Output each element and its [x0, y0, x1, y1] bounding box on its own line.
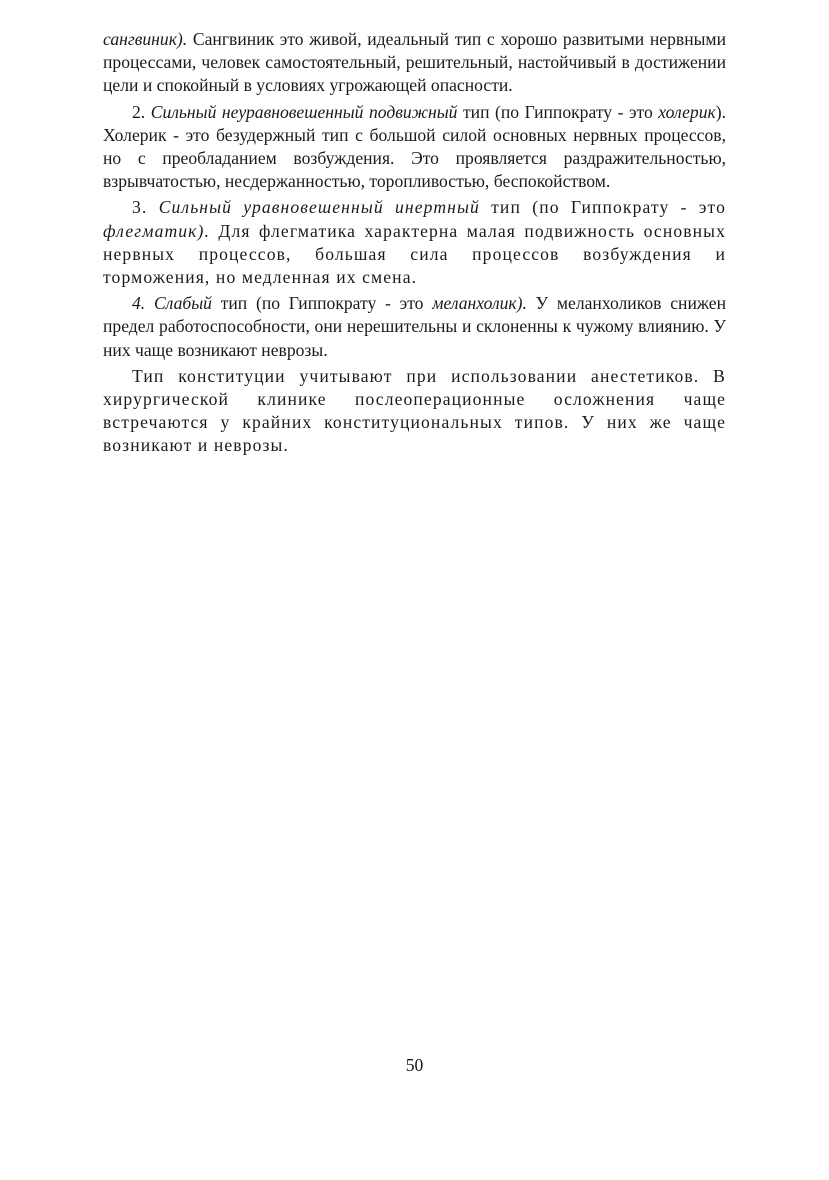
choleric-description: ). Холерик - это безудержный тип с большой силой основных нервных процессов, но с преобладанием возбуждения. Это проявляется раздражительностью, взрывчатостью, несдержанностью, торопливостью, беспокойством. [103, 101, 727, 192]
paragraph-melancholic [103, 292, 726, 362]
item-number-3: 3. [132, 197, 148, 218]
choleric-intro: тип (по Гиппократу - это [457, 101, 659, 122]
paragraph-choleric [103, 101, 726, 194]
sanguine-description: Сангвиник это живой, идеальный тип с хорошо развитыми нервными процессами, человек самостоятельный, решительный, настойчивый в достижении цели и спокойный в условиях угрожающей опасности. [103, 29, 726, 96]
paragraph-sanguine [103, 28, 726, 98]
term-melancholic: меланхолик). [432, 293, 527, 314]
constitution-text: Тип конституции учитывают при использовании анестетиков. В хирургической клинике послеоперационные осложнения чаще встречаются у крайних конституциональных типов. У них же чаще возникают и неврозы. [103, 365, 726, 456]
term-sanguine: сангвиник). [103, 29, 188, 49]
melancholic-description: У меланхоликов снижен предел работоспособности, они нерешительны и склоненны к чужому влиянию. У них чаще возникают неврозы. [103, 293, 727, 360]
item-number-2: 2. [132, 101, 146, 122]
phlegmatic-intro: тип (по Гиппократу - это [479, 197, 726, 218]
phlegmatic-description: Для флегматика характерна малая подвижность основных нервных процессов, большая сила процессов возбуждения и торможения, но медленная их смена. [103, 220, 726, 288]
paragraph-constitution [103, 365, 726, 458]
term-weak: 4. Слабый [132, 293, 212, 314]
page-number: 50 [405, 1055, 424, 1075]
term-strong-unbalanced-mobile: Сильный неуравновешенный подвижный [150, 101, 458, 122]
paragraph-phlegmatic [103, 196, 726, 289]
term-strong-balanced-inert: Сильный уравновешенный инертный [158, 197, 480, 218]
term-choleric: холерик [658, 101, 716, 122]
melancholic-intro: тип (по Гиппократу - это [211, 293, 433, 314]
term-phlegmatic: флегматик). [103, 220, 210, 241]
body-text [103, 28, 726, 461]
